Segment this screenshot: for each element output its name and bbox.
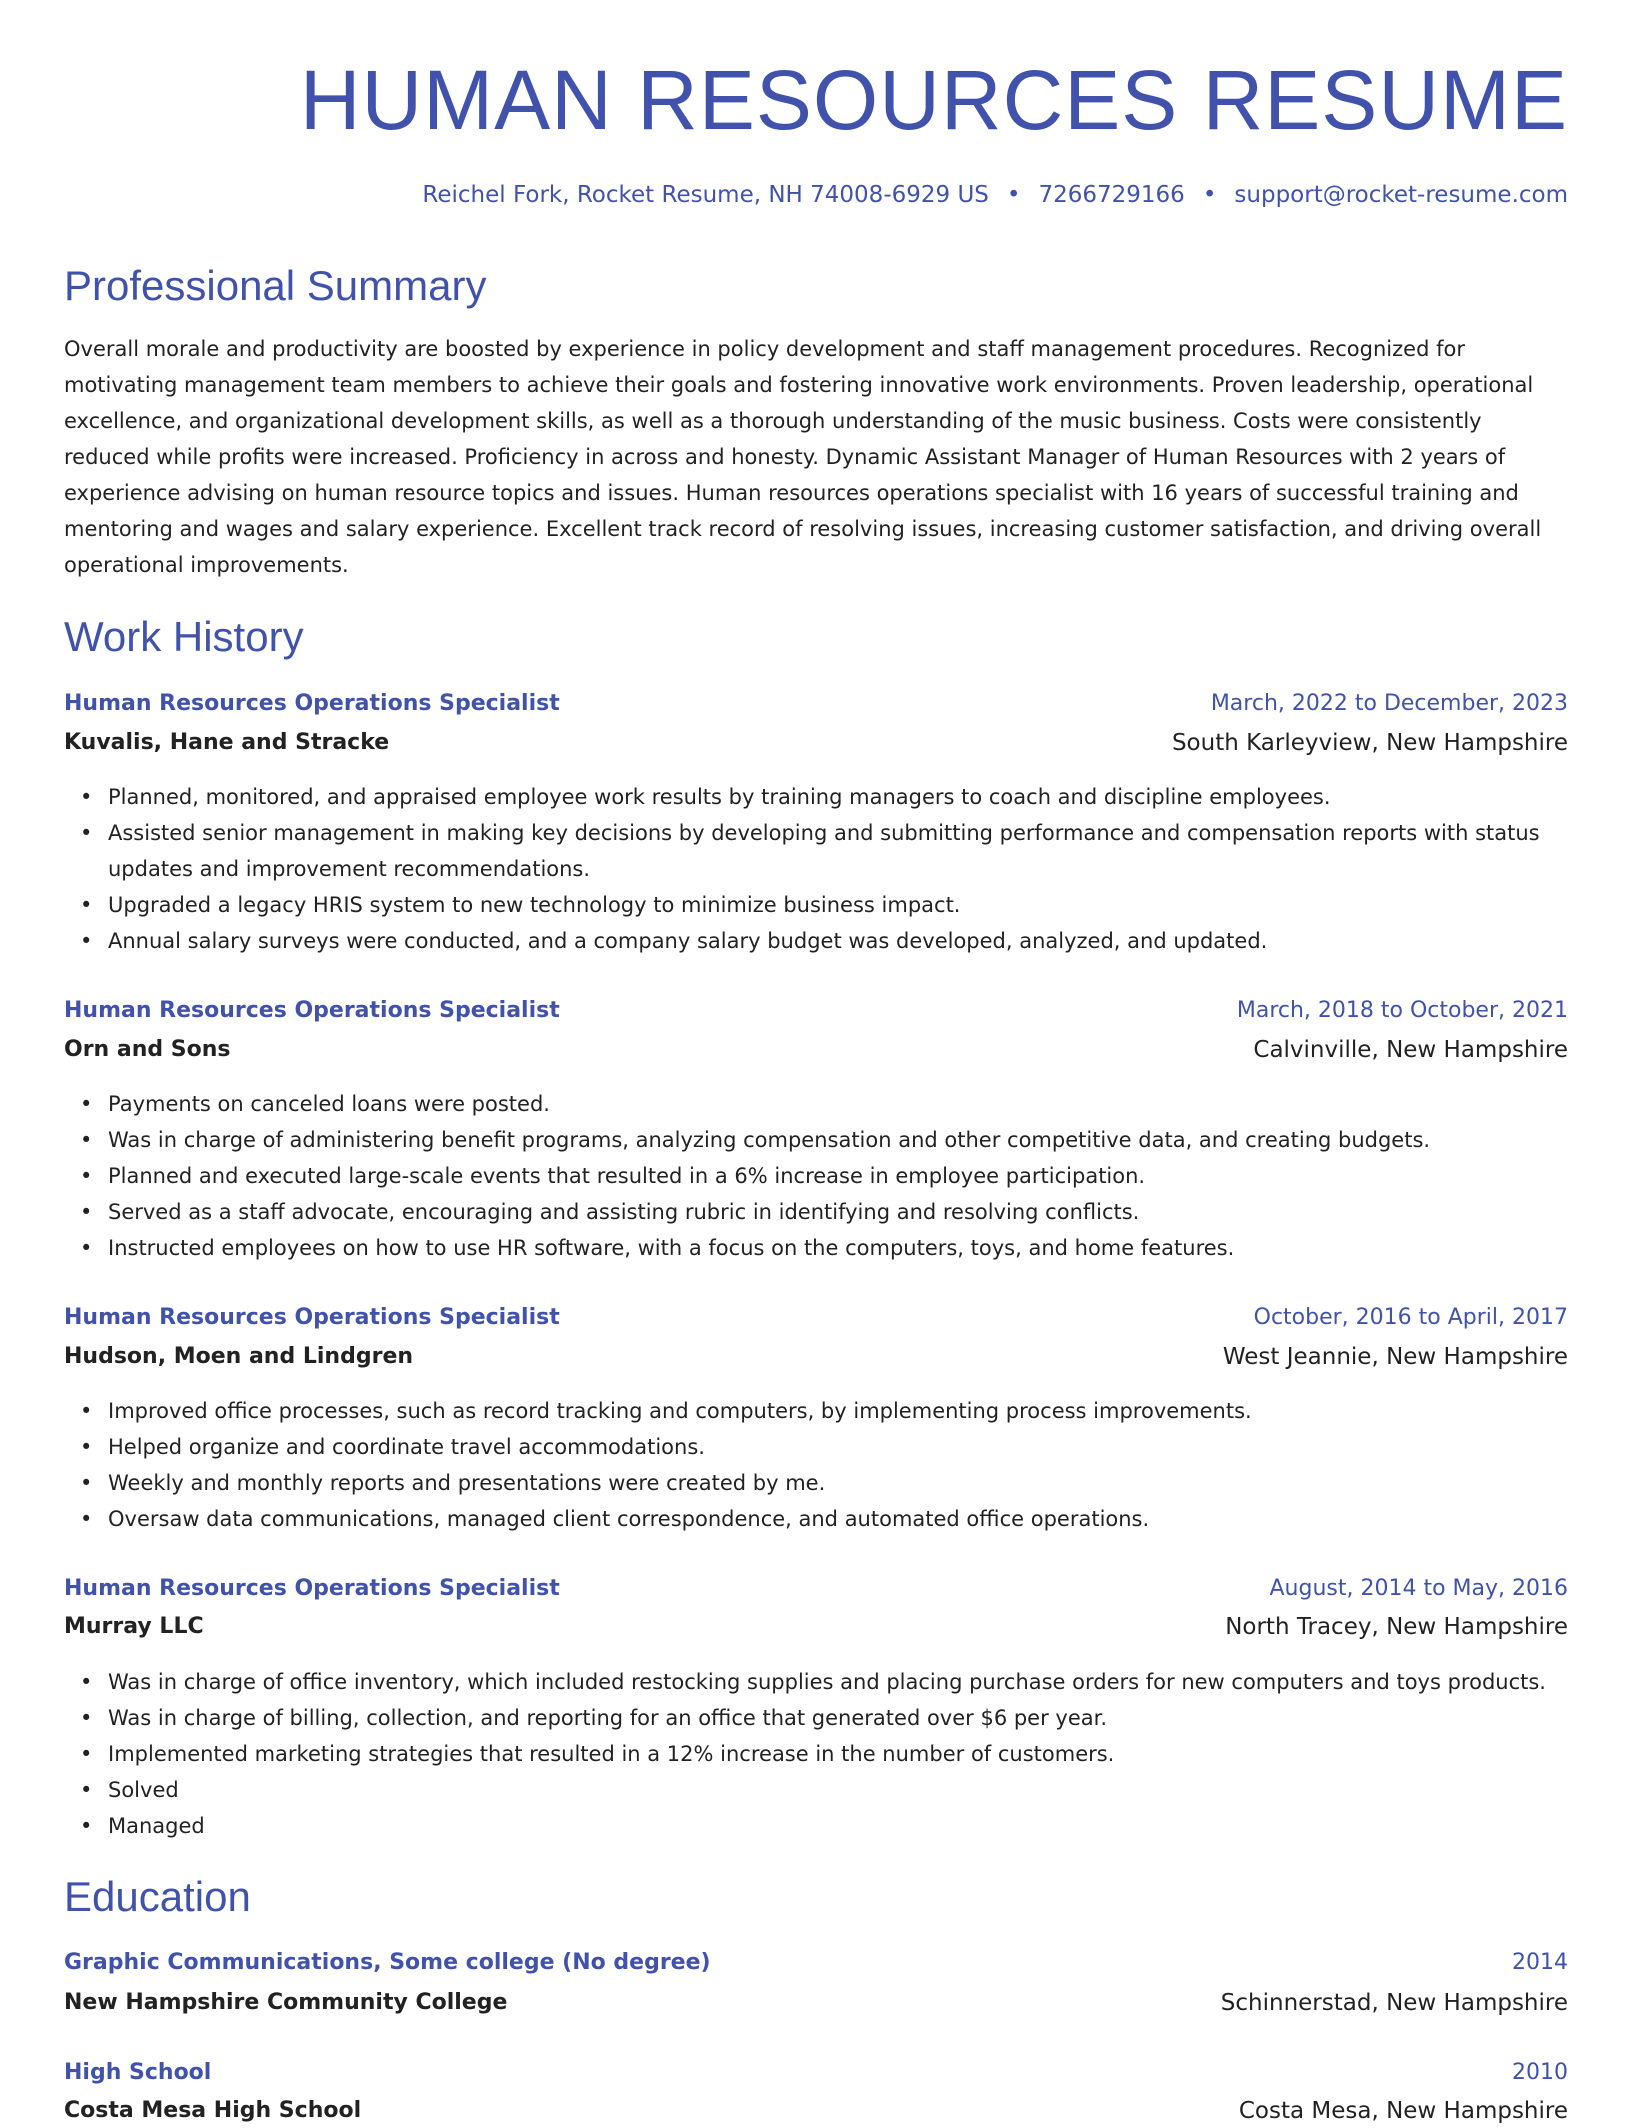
job-dates: March, 2022 to December, 2023 bbox=[1210, 691, 1568, 716]
education-school: New Hampshire Community College bbox=[64, 1990, 508, 2015]
job-bullet: • Annual salary surveys were conducted, and a company salary budget was developed, analyzed, and updated. bbox=[108, 923, 1568, 959]
job-bullet: • Weekly and monthly reports and presentations were created by me. bbox=[108, 1465, 1568, 1501]
education-year: 2010 bbox=[1512, 2060, 1568, 2085]
job-location: North Tracey, New Hampshire bbox=[1225, 1614, 1568, 1640]
job-subheader bbox=[64, 1037, 1568, 1067]
job-company: Kuvalis, Hane and Stracke bbox=[64, 730, 390, 755]
job-location: South Karleyview, New Hampshire bbox=[1171, 730, 1568, 756]
education-subheader bbox=[64, 1990, 1568, 2020]
job-header bbox=[64, 691, 1568, 721]
job-bullet: • Oversaw data communications, managed client correspondence, and automated office operations. bbox=[108, 1501, 1568, 1537]
job-location: Calvinville, New Hampshire bbox=[1253, 1037, 1568, 1063]
job-dates: October, 2016 to April, 2017 bbox=[1253, 1305, 1568, 1330]
job-bullet: • Improved office processes, such as record tracking and computers, by implementing process improvements. bbox=[108, 1393, 1568, 1429]
resume-title: HUMAN RESOURCES RESUME bbox=[299, 53, 1568, 147]
summary-text: Overall morale and productivity are boosted by experience in policy development and staff management procedures. Recognized for motivating management team members to achieve their goals and fostering innovative work environments. Proven leadership, operational excellence, and organizational development skills, as well as a thorough understanding of the music business. Costs were consistently reduced while profits were increased. Proficiency in across and honesty. Dynamic Assistant Manager of Human Resources with 2 years of experience advising on human resource topics and issues. Human resources operations specialist with 16 years of successful training and mentoring and wages and salary experience. Excellent track record of resolving issues, increasing customer satisfaction, and driving overall operational improvements. bbox=[64, 337, 1542, 577]
job-company: Murray LLC bbox=[64, 1614, 204, 1639]
education-header bbox=[64, 1950, 1568, 1980]
education-location: Costa Mesa, New Hampshire bbox=[1238, 2098, 1568, 2124]
education-header bbox=[64, 2060, 1568, 2090]
job-bullet: • Assisted senior management in making key decisions by developing and submitting performance and compensation reports with status updates and improvement recommendations. bbox=[108, 815, 1568, 887]
job-bullet: • Served as a staff advocate, encouraging and assisting rubric in identifying and resolving conflicts. bbox=[108, 1194, 1568, 1230]
job-header bbox=[64, 1576, 1568, 1606]
job-subheader bbox=[64, 730, 1568, 760]
education-year: 2014 bbox=[1512, 1950, 1568, 1975]
education-school: Costa Mesa High School bbox=[64, 2098, 362, 2123]
contact-address: Reichel Fork, Rocket Resume, NH 74008-6929 US bbox=[422, 182, 989, 208]
job-bullets bbox=[64, 779, 1568, 959]
contact-separator: • bbox=[1202, 182, 1217, 208]
job-header bbox=[64, 1305, 1568, 1335]
job-dates: August, 2014 to May, 2016 bbox=[1269, 1576, 1568, 1601]
resume-page bbox=[64, 0, 1568, 2124]
work-history-heading: Work History bbox=[64, 613, 304, 660]
job-bullet: • Instructed employees on how to use HR software, with a focus on the computers, toys, and home features. bbox=[108, 1230, 1568, 1266]
job-role: Human Resources Operations Specialist bbox=[64, 998, 560, 1023]
job-bullets bbox=[64, 1664, 1568, 1844]
job-company: Hudson, Moen and Lindgren bbox=[64, 1344, 414, 1369]
job-bullet: • Planned, monitored, and appraised employee work results by training managers to coach and discipline employees. bbox=[108, 779, 1568, 815]
contact-separator: • bbox=[1006, 182, 1021, 208]
job-bullet: • Payments on canceled loans were posted. bbox=[108, 1086, 1568, 1122]
job-bullets bbox=[64, 1393, 1568, 1537]
job-bullets bbox=[64, 1086, 1568, 1266]
job-company: Orn and Sons bbox=[64, 1037, 231, 1062]
job-bullet: • Was in charge of administering benefit programs, analyzing compensation and other competitive data, and creating budgets. bbox=[108, 1122, 1568, 1158]
job-dates: March, 2018 to October, 2021 bbox=[1236, 998, 1568, 1023]
summary-heading: Professional Summary bbox=[64, 262, 487, 309]
job-bullet: • Upgraded a legacy HRIS system to new technology to minimize business impact. bbox=[108, 887, 1568, 923]
contact-phone[interactable]: 7266729166 bbox=[1038, 182, 1185, 208]
job-location: West Jeannie, New Hampshire bbox=[1222, 1344, 1568, 1370]
job-subheader bbox=[64, 1344, 1568, 1374]
job-bullet: • Managed bbox=[108, 1808, 1568, 1844]
job-header bbox=[64, 998, 1568, 1028]
job-bullet: • Was in charge of office inventory, which included restocking supplies and placing purchase orders for new computers and toys products. bbox=[108, 1664, 1568, 1700]
job-role: Human Resources Operations Specialist bbox=[64, 1576, 560, 1601]
contact-email[interactable]: support@rocket-resume.com bbox=[1234, 182, 1568, 208]
education-degree: Graphic Communications, Some college (No degree) bbox=[64, 1950, 711, 1975]
job-subheader bbox=[64, 1614, 1568, 1644]
job-role: Human Resources Operations Specialist bbox=[64, 691, 560, 716]
education-degree: High School bbox=[64, 2060, 212, 2085]
education-location: Schinnerstad, New Hampshire bbox=[1220, 1990, 1568, 2016]
job-bullet: • Solved bbox=[108, 1772, 1568, 1808]
job-bullet: • Implemented marketing strategies that resulted in a 12% increase in the number of customers. bbox=[108, 1736, 1568, 1772]
job-bullet: • Helped organize and coordinate travel accommodations. bbox=[108, 1429, 1568, 1465]
education-subheader bbox=[64, 2098, 1568, 2128]
education-heading: Education bbox=[64, 1873, 251, 1920]
job-bullet: • Was in charge of billing, collection, and reporting for an office that generated over $6 per year. bbox=[108, 1700, 1568, 1736]
job-bullet: • Planned and executed large-scale events that resulted in a 6% increase in employee participation. bbox=[108, 1158, 1568, 1194]
job-role: Human Resources Operations Specialist bbox=[64, 1305, 560, 1330]
contact-line bbox=[422, 182, 1568, 208]
